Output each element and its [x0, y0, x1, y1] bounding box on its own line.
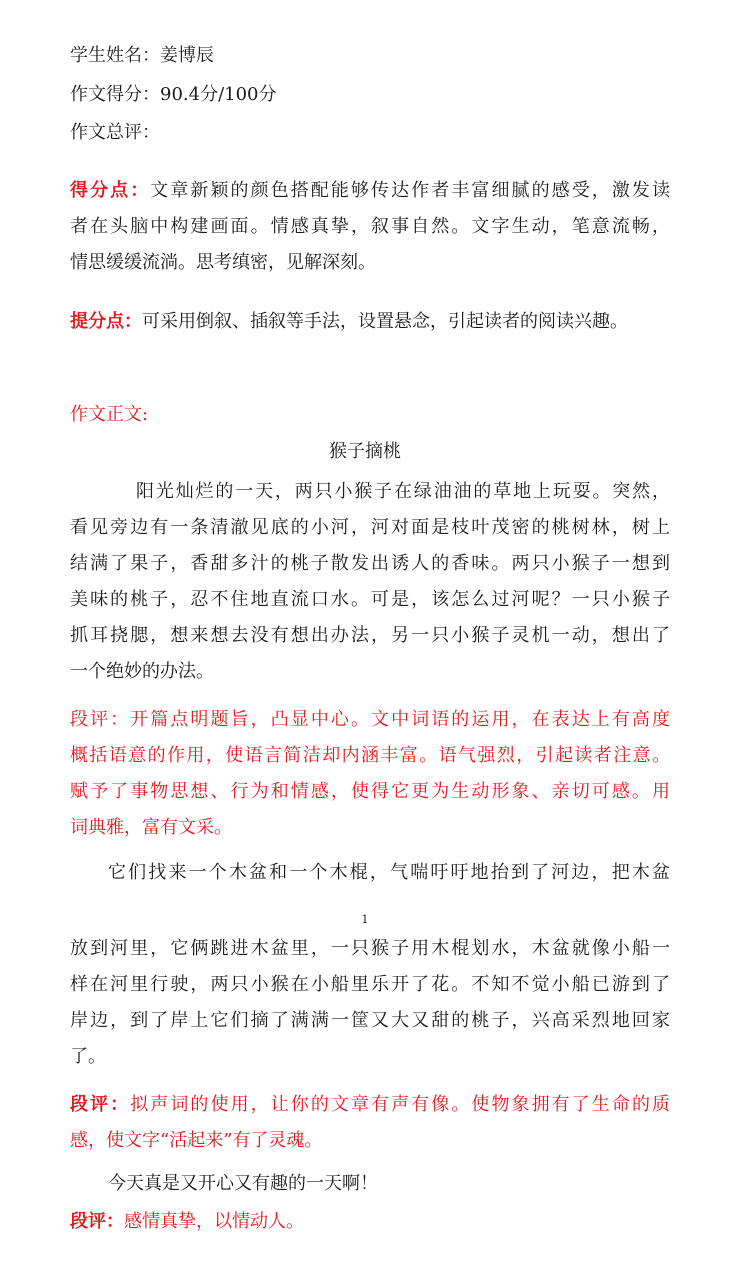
overall-comment-label: 作文总评：: [70, 122, 160, 143]
essay-paragraph-1: [70, 474, 670, 690]
essay-score-row: [70, 83, 277, 107]
comment-label: 段评：: [70, 1094, 131, 1115]
strengths-line: 者在头脑中构建画面。情感真挚，叙事自然。文字生动，笔意流畅，: [70, 216, 670, 237]
essay-section-label: 作文正文:: [70, 404, 149, 425]
essay-paragraph-3: 今天真是又开心又有趣的一天啊！: [108, 1173, 378, 1194]
strengths-line: 得分点：文章新颖的颜色搭配能够传达作者丰富细腻的感受，激发读: [70, 180, 671, 201]
paragraph-line: 阳光灿烂的一天，两只小猴子在绿油油的草地上玩耍。突然，: [136, 481, 670, 502]
paragraph-line: 一个绝妙的办法。: [70, 661, 214, 682]
essay-score-label: 作文得分：: [70, 84, 160, 105]
paragraph-comment-3: [70, 1210, 304, 1234]
paragraph-line: 它们找来一个木盆和一个木棍，气喘吁吁地抬到了河边，把木盆: [108, 862, 670, 883]
paragraph-comment-2: [70, 1087, 670, 1159]
essay-paragraph-2-start: [70, 855, 670, 891]
paragraph-line: 样在河里行驶，两只小猴在小船里乐开了花。不知不觉小船已游到了: [70, 974, 670, 995]
paragraph-line: 了。: [70, 1046, 106, 1067]
essay-score-value: 90.4分/100分: [160, 84, 277, 105]
strengths-label: 得分点：: [70, 180, 151, 201]
strengths-block: [70, 173, 670, 281]
comment-line: 段评：拟声词的使用，让你的文章有声有像。使物象拥有了生命的质: [70, 1094, 671, 1115]
comment-line: 感，使文字“活起来”有了灵魂。: [70, 1130, 323, 1151]
student-name-value: 姜博辰: [160, 45, 214, 66]
comment-line: 赋予了事物思想、行为和情感，使得它更为生动形象、亲切可感。用: [70, 781, 670, 802]
student-name-label: 学生姓名：: [70, 45, 160, 66]
page-number: 1: [361, 913, 369, 926]
paragraph-line: 美味的桃子，忍不住地直流口水。可是，该怎么过河呢？一只小猴子: [70, 589, 670, 610]
essay-paragraph-2-rest: [70, 931, 670, 1075]
improvements-row: [70, 310, 628, 334]
comment-line: 词典雅，富有文采。: [70, 817, 232, 838]
paragraph-line: 看见旁边有一条清澈见底的小河，河对面是枝叶茂密的桃树林，树上: [70, 517, 670, 538]
improvements-label: 提分点：: [70, 311, 142, 332]
paragraph-line: 放到河里，它俩跳进木盆里，一只猴子用木棍划水，木盆就像小船一: [70, 938, 670, 959]
comment-line: 概括语意的作用，使语言简洁却内涵丰富。语气强烈，引起读者注意。: [70, 745, 670, 766]
improvements-text: 可采用倒叙、插叙等手法，设置悬念，引起读者的阅读兴趣。: [142, 311, 628, 332]
comment-line: 段评：开篇点明题旨，凸显中心。文中词语的运用，在表达上有高度: [70, 709, 670, 730]
student-name-row: [70, 44, 214, 68]
paragraph-line: 抓耳挠腮，想来想去没有想出办法，另一只小猴子灵机一动，想出了: [70, 625, 670, 646]
comment-label: 段评：: [70, 1211, 124, 1232]
essay-title: 猴子摘桃: [329, 441, 401, 462]
paragraph-line: 结满了果子，香甜多汁的桃子散发出诱人的香味。两只小猴子一想到: [70, 553, 670, 574]
strengths-line: 情思缓缓流淌。思考缜密，见解深刻。: [70, 252, 376, 273]
paragraph-line: 岸边，到了岸上它们摘了满满一筐又大又甜的桃子，兴高采烈地回家: [70, 1010, 670, 1031]
comment-text: 感情真挚，以情动人。: [124, 1211, 304, 1232]
paragraph-comment-1: [70, 702, 670, 846]
